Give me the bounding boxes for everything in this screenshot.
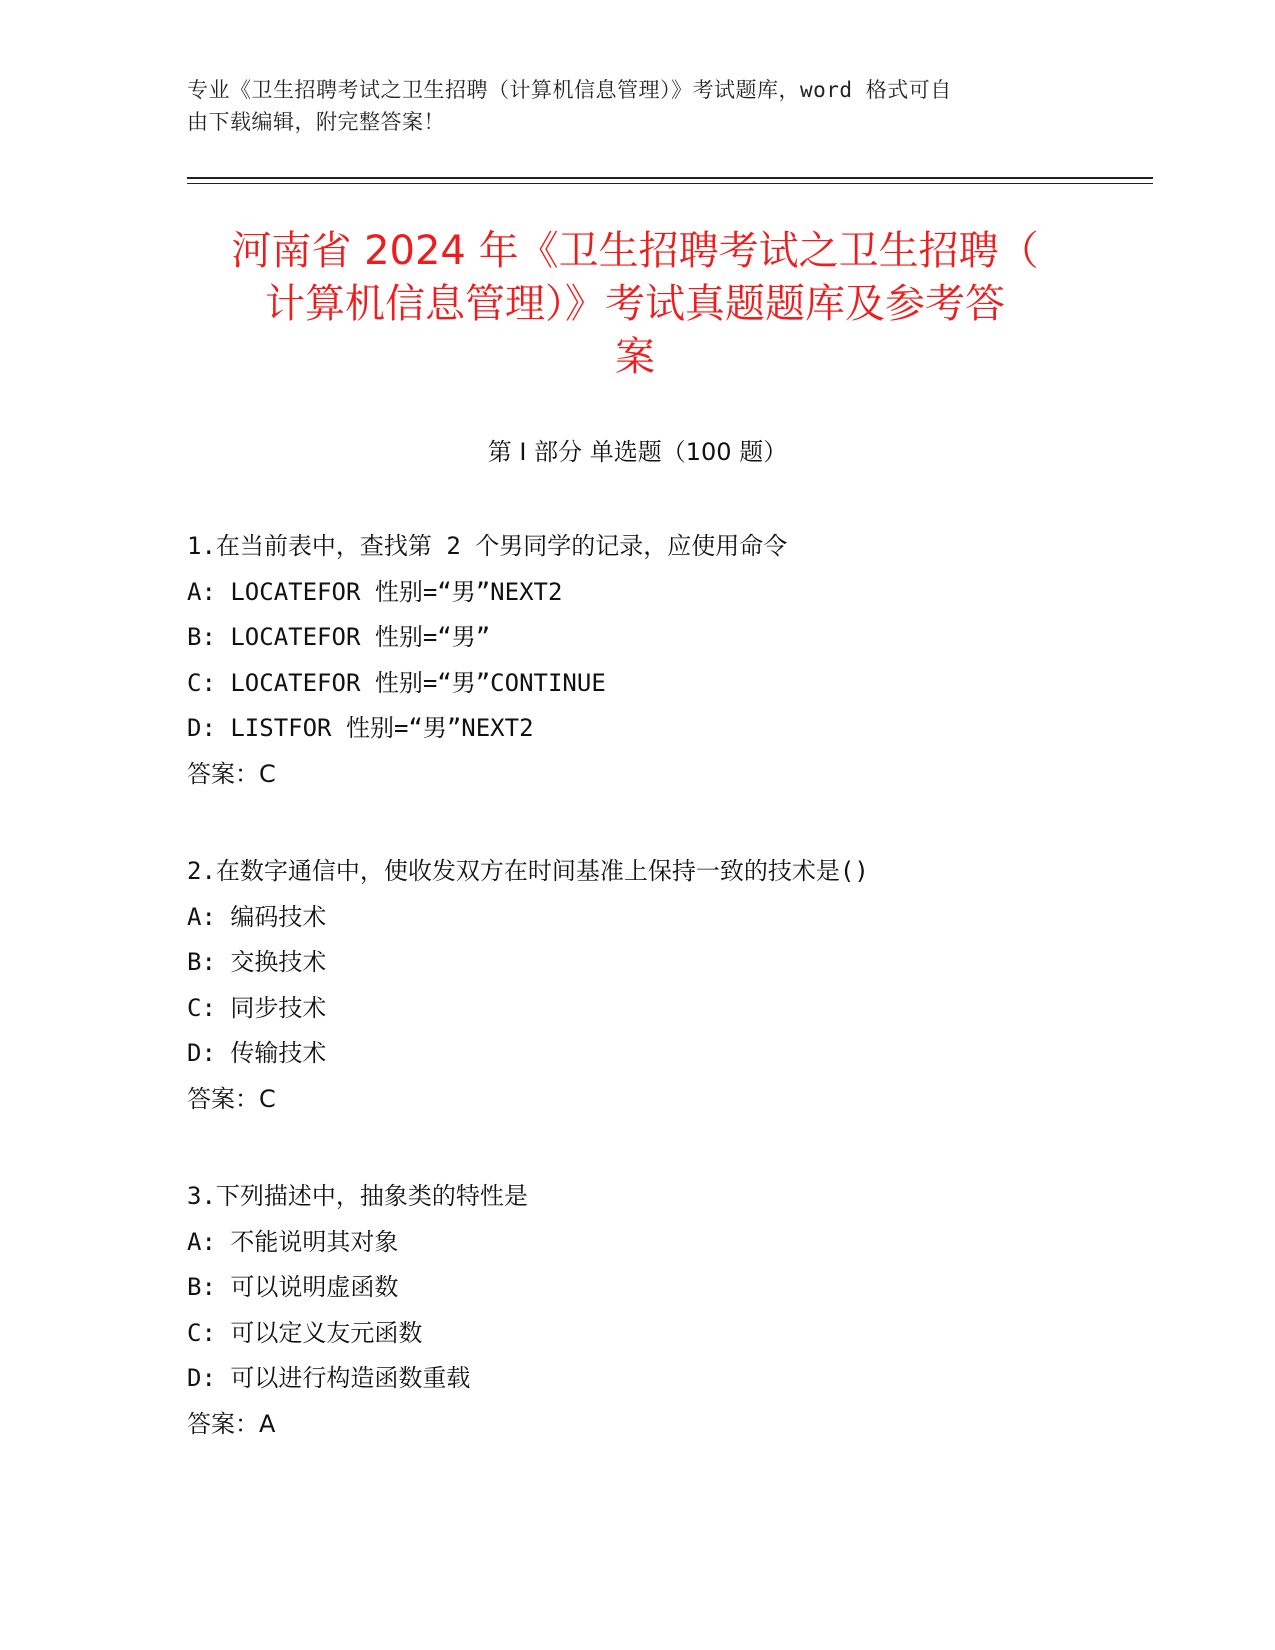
- document-title: [170, 225, 1100, 384]
- question-3: [187, 1174, 1107, 1447]
- option-d: D: LISTFOR 性别=“男”NEXT2: [187, 714, 534, 742]
- question-1: [187, 524, 1107, 797]
- answer-line: 答案：C: [187, 1084, 276, 1113]
- option-b: B: 可以说明虚函数: [187, 1273, 399, 1301]
- question-stem: 1.在当前表中，查找第 2 个男同学的记录，应使用命令: [187, 532, 788, 560]
- header-note-line-2: 由下载编辑，附完整答案！: [187, 110, 445, 134]
- header-note-line-1: 专业《卫生招聘考试之卫生招聘（计算机信息管理）》考试题库，word 格式可自: [187, 78, 952, 102]
- option-c: C: 同步技术: [187, 993, 327, 1022]
- document-title-line-1: 河南省 2024 年《卫生招聘考试之卫生招聘（: [231, 228, 1039, 274]
- option-d: D: 传输技术: [187, 1039, 327, 1067]
- section-heading: 第 I 部分 单选题（100 题）: [487, 438, 788, 466]
- answer-line: 答案：A: [187, 1409, 276, 1438]
- option-a: A: LOCATEFOR 性别=“男”NEXT2: [187, 577, 563, 606]
- option-c: C: 可以定义友元函数: [187, 1318, 423, 1347]
- option-a: A: 不能说明其对象: [187, 1227, 399, 1256]
- option-d: D: 可以进行构造函数重载: [187, 1364, 471, 1392]
- header-divider-thin: [187, 183, 1153, 184]
- question-2: [187, 849, 1107, 1122]
- option-c: C: LOCATEFOR 性别=“男”CONTINUE: [187, 668, 606, 697]
- question-list: [187, 524, 1107, 1499]
- header-note: [187, 74, 1067, 138]
- option-b: B: LOCATEFOR 性别=“男”: [187, 623, 491, 651]
- answer-line: 答案：C: [187, 759, 276, 788]
- document-title-line-3: 案: [615, 334, 655, 380]
- document-title-line-2: 计算机信息管理）》考试真题题库及参考答: [265, 281, 1005, 327]
- question-stem: 2.在数字通信中，使收发双方在时间基准上保持一致的技术是(): [187, 857, 869, 885]
- option-a: A: 编码技术: [187, 902, 327, 931]
- question-stem: 3.下列描述中，抽象类的特性是: [187, 1182, 528, 1210]
- header-divider-thick: [187, 177, 1153, 179]
- option-b: B: 交换技术: [187, 948, 327, 976]
